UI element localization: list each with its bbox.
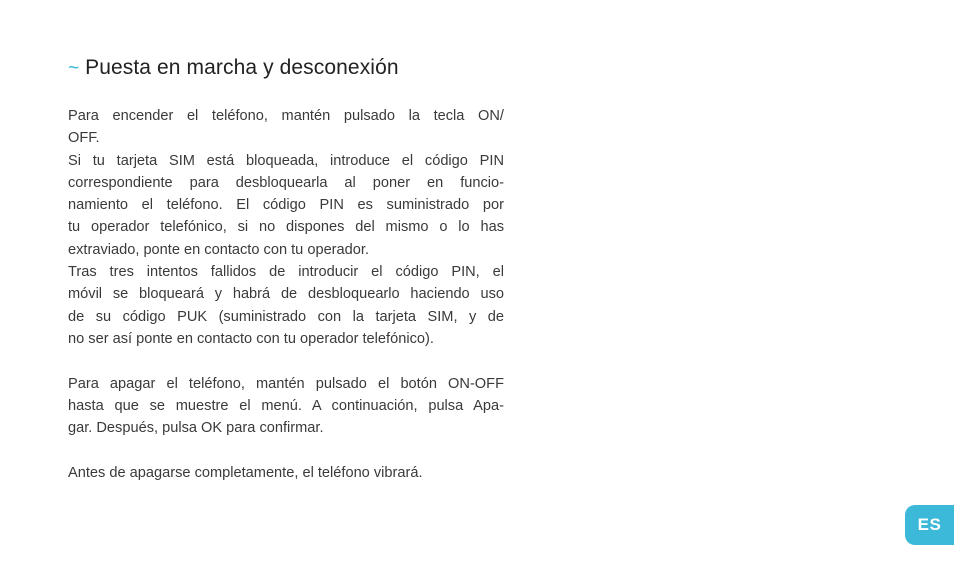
paragraph-line: Si tu tarjeta SIM está bloqueada, introduce el código PIN — [68, 152, 504, 169]
paragraph-line: no ser así ponte en contacto con tu operador telefónico). — [68, 330, 434, 347]
paragraph-line: Para apagar el teléfono, mantén pulsado el botón ON-OFF — [68, 375, 504, 392]
body-text — [68, 105, 504, 484]
paragraph-line: hasta que se muestre el menú. A continuación, pulsa Apa- — [68, 397, 504, 414]
paragraph-line: extraviado, ponte en contacto con tu operador. — [68, 241, 370, 258]
paragraph-line: tu operador telefónico, si no dispones del mismo o lo has — [68, 219, 504, 236]
paragraph-line: móvil se bloqueará y habrá de desbloquearlo haciendo uso — [68, 286, 504, 303]
language-tab — [905, 505, 954, 545]
page-title: Puesta en marcha y desconexión — [85, 56, 399, 79]
language-label: ES — [917, 515, 942, 534]
paragraph-line: de su código PUK (suministrado con la tarjeta SIM, y de — [68, 308, 504, 325]
paragraph-line: Antes de apagarse completamente, el teléfono vibrará. — [68, 464, 423, 481]
paragraph-line: correspondiente para desbloquearla al poner en funcio- — [68, 174, 504, 191]
paragraph-line: OFF. — [68, 130, 100, 147]
paragraph-spacer — [68, 350, 504, 372]
heading-marker: ~ — [68, 58, 80, 79]
paragraph-line: gar. Después, pulsa OK para confirmar. — [68, 420, 324, 437]
paragraph-line: Tras tres intentos fallidos de introducir el código PIN, el — [68, 264, 504, 281]
paragraph-line: namiento el teléfono. El código PIN es suministrado por — [68, 197, 504, 214]
paragraph-line: Para encender el teléfono, mantén pulsado la tecla ON/ — [68, 108, 504, 124]
paragraph-spacer — [68, 439, 504, 461]
section-heading — [68, 56, 399, 80]
